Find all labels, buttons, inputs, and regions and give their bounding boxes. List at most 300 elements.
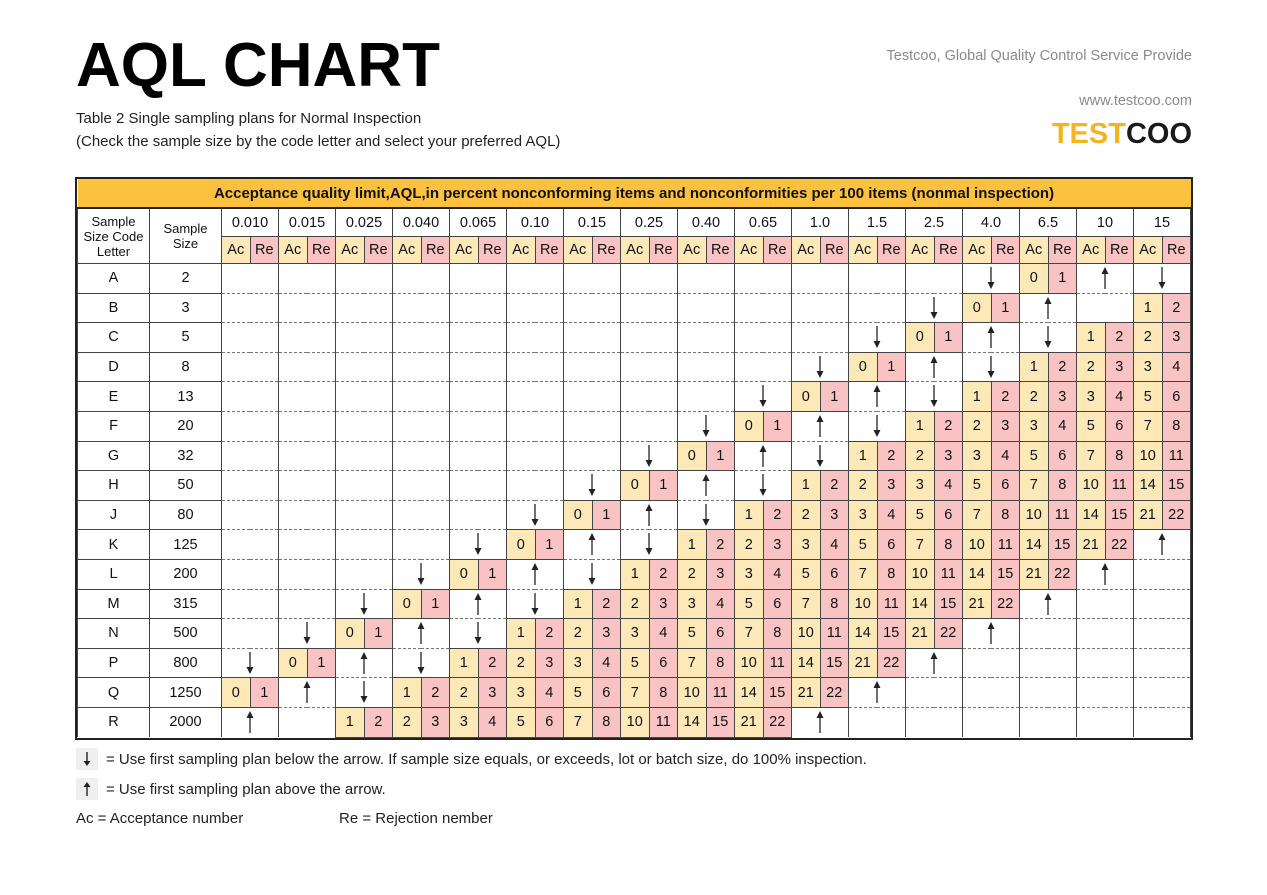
ac-column-header: Ac bbox=[1020, 237, 1049, 264]
ac-column-header: Ac bbox=[849, 237, 878, 264]
empty-cell bbox=[649, 264, 678, 294]
empty-cell bbox=[991, 707, 1020, 737]
empty-cell bbox=[393, 648, 422, 678]
empty-cell bbox=[222, 293, 251, 323]
sample-size-cell: 1250 bbox=[150, 678, 222, 708]
empty-cell bbox=[1020, 648, 1049, 678]
code-letter-cell: D bbox=[78, 352, 150, 382]
empty-cell bbox=[535, 352, 564, 382]
aql-level-header: 0.010 bbox=[222, 208, 279, 237]
re-value-cell: 1 bbox=[364, 619, 393, 649]
code-letter-cell: L bbox=[78, 559, 150, 589]
ac-value-cell: 0 bbox=[222, 678, 251, 708]
re-value-cell: 22 bbox=[820, 678, 849, 708]
empty-cell bbox=[1020, 323, 1049, 353]
arrow-up-icon bbox=[76, 778, 98, 800]
aql-level-header: 6.5 bbox=[1020, 208, 1077, 237]
re-value-cell: 1 bbox=[535, 530, 564, 560]
empty-cell bbox=[763, 323, 792, 353]
empty-cell bbox=[678, 352, 707, 382]
website-link[interactable]: www.testcoo.com bbox=[1079, 93, 1192, 109]
re-value-cell: 15 bbox=[877, 619, 906, 649]
ac-value-cell: 0 bbox=[849, 352, 878, 382]
empty-cell bbox=[279, 471, 308, 501]
empty-cell bbox=[336, 648, 365, 678]
empty-cell bbox=[1048, 589, 1077, 619]
empty-cell bbox=[1134, 707, 1163, 737]
empty-cell bbox=[706, 264, 735, 294]
empty-cell bbox=[222, 411, 251, 441]
ac-value-cell: 2 bbox=[849, 471, 878, 501]
empty-cell bbox=[421, 352, 450, 382]
ac-column-header: Ac bbox=[678, 237, 707, 264]
empty-cell bbox=[934, 382, 963, 412]
aql-level-header: 0.10 bbox=[507, 208, 564, 237]
table-row bbox=[78, 352, 1191, 382]
empty-cell bbox=[649, 411, 678, 441]
empty-cell bbox=[478, 382, 507, 412]
empty-cell bbox=[963, 619, 992, 649]
empty-cell bbox=[1162, 707, 1191, 737]
re-value-cell: 6 bbox=[706, 619, 735, 649]
empty-cell bbox=[1134, 648, 1163, 678]
re-value-cell: 4 bbox=[820, 530, 849, 560]
re-value-cell: 3 bbox=[820, 500, 849, 530]
empty-cell bbox=[250, 382, 279, 412]
empty-cell bbox=[336, 471, 365, 501]
ac-value-cell: 2 bbox=[963, 411, 992, 441]
re-value-cell: 11 bbox=[820, 619, 849, 649]
empty-cell bbox=[706, 471, 735, 501]
code-letter-cell: P bbox=[78, 648, 150, 678]
empty-cell bbox=[364, 441, 393, 471]
ac-value-cell: 2 bbox=[1020, 382, 1049, 412]
ac-value-cell: 5 bbox=[1134, 382, 1163, 412]
empty-cell bbox=[849, 382, 878, 412]
table-row bbox=[78, 559, 1191, 589]
re-value-cell: 8 bbox=[763, 619, 792, 649]
ac-column-header: Ac bbox=[906, 237, 935, 264]
ac-value-cell: 2 bbox=[507, 648, 536, 678]
empty-cell bbox=[336, 678, 365, 708]
ac-value-cell: 0 bbox=[336, 619, 365, 649]
re-value-cell: 8 bbox=[934, 530, 963, 560]
re-value-cell: 8 bbox=[991, 500, 1020, 530]
ac-value-cell: 1 bbox=[1134, 293, 1163, 323]
ac-value-cell: 14 bbox=[735, 678, 764, 708]
empty-cell bbox=[621, 411, 650, 441]
re-value-cell: 1 bbox=[478, 559, 507, 589]
empty-cell bbox=[934, 352, 963, 382]
ac-column-header: Ac bbox=[1077, 237, 1106, 264]
empty-cell bbox=[1134, 559, 1163, 589]
empty-cell bbox=[1048, 619, 1077, 649]
re-value-cell: 2 bbox=[535, 619, 564, 649]
re-value-cell: 2 bbox=[763, 500, 792, 530]
empty-cell bbox=[250, 589, 279, 619]
ac-column-header: Ac bbox=[393, 237, 422, 264]
ac-value-cell: 10 bbox=[1134, 441, 1163, 471]
empty-cell bbox=[393, 382, 422, 412]
ac-value-cell: 3 bbox=[507, 678, 536, 708]
sample-size-cell: 800 bbox=[150, 648, 222, 678]
empty-cell bbox=[621, 352, 650, 382]
empty-cell bbox=[678, 293, 707, 323]
empty-cell bbox=[478, 530, 507, 560]
re-value-cell: 2 bbox=[364, 707, 393, 737]
empty-cell bbox=[564, 323, 593, 353]
ac-value-cell: 3 bbox=[735, 559, 764, 589]
sample-size-header: Sample Size bbox=[150, 208, 222, 264]
empty-cell bbox=[849, 411, 878, 441]
re-value-cell: 6 bbox=[649, 648, 678, 678]
re-value-cell: 11 bbox=[706, 678, 735, 708]
aql-level-header: 2.5 bbox=[906, 208, 963, 237]
empty-cell bbox=[1162, 264, 1191, 294]
empty-cell bbox=[393, 293, 422, 323]
empty-cell bbox=[507, 500, 536, 530]
empty-cell bbox=[849, 323, 878, 353]
empty-cell bbox=[307, 559, 336, 589]
empty-cell bbox=[279, 707, 308, 737]
ac-column-header: Ac bbox=[450, 237, 479, 264]
page-title: AQL CHART bbox=[76, 31, 440, 100]
re-value-cell: 8 bbox=[1048, 471, 1077, 501]
ac-value-cell: 5 bbox=[963, 471, 992, 501]
re-value-cell: 15 bbox=[820, 648, 849, 678]
empty-cell bbox=[820, 441, 849, 471]
empty-cell bbox=[250, 619, 279, 649]
sample-size-cell: 200 bbox=[150, 559, 222, 589]
empty-cell bbox=[1020, 589, 1049, 619]
re-column-header: Re bbox=[1048, 237, 1077, 264]
aql-level-header: 1.0 bbox=[792, 208, 849, 237]
re-value-cell: 11 bbox=[877, 589, 906, 619]
sample-size-cell: 125 bbox=[150, 530, 222, 560]
empty-cell bbox=[421, 500, 450, 530]
empty-cell bbox=[1048, 678, 1077, 708]
code-letter-cell: F bbox=[78, 411, 150, 441]
empty-cell bbox=[991, 619, 1020, 649]
empty-cell bbox=[450, 382, 479, 412]
empty-cell bbox=[450, 500, 479, 530]
re-value-cell: 8 bbox=[592, 707, 621, 737]
empty-cell bbox=[678, 471, 707, 501]
empty-cell bbox=[621, 382, 650, 412]
ac-value-cell: 7 bbox=[963, 500, 992, 530]
re-value-cell: 3 bbox=[706, 559, 735, 589]
re-value-cell: 11 bbox=[763, 648, 792, 678]
empty-cell bbox=[1020, 293, 1049, 323]
re-value-cell: 11 bbox=[934, 559, 963, 589]
empty-cell bbox=[906, 264, 935, 294]
empty-cell bbox=[421, 648, 450, 678]
ac-value-cell: 3 bbox=[849, 500, 878, 530]
re-column-header: Re bbox=[820, 237, 849, 264]
empty-cell bbox=[250, 323, 279, 353]
ac-value-cell: 3 bbox=[963, 441, 992, 471]
aql-level-header: 10 bbox=[1077, 208, 1134, 237]
empty-cell bbox=[934, 648, 963, 678]
empty-cell bbox=[792, 293, 821, 323]
empty-cell bbox=[735, 471, 764, 501]
ac-value-cell: 7 bbox=[621, 678, 650, 708]
empty-cell bbox=[307, 293, 336, 323]
legend-up bbox=[76, 778, 386, 800]
empty-cell bbox=[336, 559, 365, 589]
ac-value-cell: 1 bbox=[336, 707, 365, 737]
re-value-cell: 8 bbox=[1162, 411, 1191, 441]
re-value-cell: 2 bbox=[991, 382, 1020, 412]
ac-column-header: Ac bbox=[507, 237, 536, 264]
empty-cell bbox=[1162, 678, 1191, 708]
re-value-cell: 11 bbox=[649, 707, 678, 737]
re-value-cell: 4 bbox=[991, 441, 1020, 471]
empty-cell bbox=[279, 530, 308, 560]
code-letter-cell: A bbox=[78, 264, 150, 294]
ac-value-cell: 5 bbox=[792, 559, 821, 589]
re-value-cell: 2 bbox=[421, 678, 450, 708]
empty-cell bbox=[678, 323, 707, 353]
empty-cell bbox=[1134, 530, 1163, 560]
ac-value-cell: 0 bbox=[963, 293, 992, 323]
empty-cell bbox=[649, 352, 678, 382]
empty-cell bbox=[763, 382, 792, 412]
re-value-cell: 6 bbox=[934, 500, 963, 530]
empty-cell bbox=[222, 619, 251, 649]
re-value-cell: 8 bbox=[649, 678, 678, 708]
empty-cell bbox=[535, 382, 564, 412]
empty-cell bbox=[507, 264, 536, 294]
empty-cell bbox=[963, 678, 992, 708]
re-column-header: Re bbox=[763, 237, 792, 264]
ac-value-cell: 5 bbox=[621, 648, 650, 678]
empty-cell bbox=[307, 441, 336, 471]
empty-cell bbox=[222, 352, 251, 382]
re-value-cell: 3 bbox=[991, 411, 1020, 441]
re-value-cell: 15 bbox=[1105, 500, 1134, 530]
re-value-cell: 3 bbox=[877, 471, 906, 501]
empty-cell bbox=[478, 619, 507, 649]
legend-ac-definition: Ac = Acceptance number bbox=[76, 810, 244, 827]
empty-cell bbox=[564, 559, 593, 589]
empty-cell bbox=[450, 441, 479, 471]
ac-column-header: Ac bbox=[735, 237, 764, 264]
re-value-cell: 15 bbox=[763, 678, 792, 708]
subtitle-instructions: (Check the sample size by the code letter and select your preferred AQL) bbox=[76, 133, 561, 150]
empty-cell bbox=[250, 441, 279, 471]
table-row bbox=[78, 530, 1191, 560]
empty-cell bbox=[478, 293, 507, 323]
empty-cell bbox=[621, 500, 650, 530]
re-value-cell: 6 bbox=[877, 530, 906, 560]
ac-value-cell: 2 bbox=[906, 441, 935, 471]
empty-cell bbox=[706, 382, 735, 412]
empty-cell bbox=[877, 382, 906, 412]
re-value-cell: 1 bbox=[706, 441, 735, 471]
re-value-cell: 1 bbox=[820, 382, 849, 412]
ac-value-cell: 5 bbox=[678, 619, 707, 649]
re-value-cell: 4 bbox=[706, 589, 735, 619]
empty-cell bbox=[1134, 619, 1163, 649]
empty-cell bbox=[1048, 293, 1077, 323]
re-column-header: Re bbox=[991, 237, 1020, 264]
empty-cell bbox=[279, 559, 308, 589]
empty-cell bbox=[307, 500, 336, 530]
empty-cell bbox=[307, 382, 336, 412]
re-value-cell: 22 bbox=[877, 648, 906, 678]
empty-cell bbox=[592, 530, 621, 560]
ac-value-cell: 21 bbox=[906, 619, 935, 649]
empty-cell bbox=[535, 500, 564, 530]
empty-cell bbox=[678, 264, 707, 294]
empty-cell bbox=[706, 500, 735, 530]
re-column-header: Re bbox=[592, 237, 621, 264]
ac-value-cell: 1 bbox=[564, 589, 593, 619]
empty-cell bbox=[393, 559, 422, 589]
re-value-cell: 4 bbox=[478, 707, 507, 737]
empty-cell bbox=[906, 648, 935, 678]
table-row bbox=[78, 411, 1191, 441]
ac-column-header: Ac bbox=[963, 237, 992, 264]
ac-value-cell: 0 bbox=[507, 530, 536, 560]
empty-cell bbox=[1020, 678, 1049, 708]
ac-value-cell: 2 bbox=[678, 559, 707, 589]
ac-value-cell: 3 bbox=[450, 707, 479, 737]
empty-cell bbox=[1105, 559, 1134, 589]
empty-cell bbox=[820, 293, 849, 323]
empty-cell bbox=[649, 323, 678, 353]
empty-cell bbox=[649, 500, 678, 530]
empty-cell bbox=[421, 559, 450, 589]
ac-value-cell: 7 bbox=[849, 559, 878, 589]
empty-cell bbox=[991, 323, 1020, 353]
legend-down-text: = Use first sampling plan below the arrow. If sample size equals, or exceeds, lot or batch size, do 100% inspection. bbox=[106, 750, 867, 768]
re-value-cell: 1 bbox=[250, 678, 279, 708]
re-value-cell: 2 bbox=[478, 648, 507, 678]
aql-level-header: 4.0 bbox=[963, 208, 1020, 237]
empty-cell bbox=[1077, 559, 1106, 589]
empty-cell bbox=[706, 352, 735, 382]
table-row bbox=[78, 441, 1191, 471]
re-value-cell: 3 bbox=[1162, 323, 1191, 353]
empty-cell bbox=[364, 411, 393, 441]
ac-value-cell: 3 bbox=[792, 530, 821, 560]
empty-cell bbox=[307, 707, 336, 737]
empty-cell bbox=[592, 323, 621, 353]
ac-value-cell: 10 bbox=[1020, 500, 1049, 530]
empty-cell bbox=[1020, 707, 1049, 737]
empty-cell bbox=[421, 293, 450, 323]
empty-cell bbox=[735, 264, 764, 294]
empty-cell bbox=[421, 264, 450, 294]
re-value-cell: 22 bbox=[1162, 500, 1191, 530]
empty-cell bbox=[450, 293, 479, 323]
empty-cell bbox=[1134, 678, 1163, 708]
re-value-cell: 4 bbox=[934, 471, 963, 501]
empty-cell bbox=[250, 471, 279, 501]
table-row bbox=[78, 382, 1191, 412]
ac-value-cell: 14 bbox=[849, 619, 878, 649]
re-value-cell: 15 bbox=[706, 707, 735, 737]
re-value-cell: 1 bbox=[1048, 264, 1077, 294]
ac-value-cell: 10 bbox=[678, 678, 707, 708]
empty-cell bbox=[393, 441, 422, 471]
empty-cell bbox=[279, 678, 308, 708]
empty-cell bbox=[364, 530, 393, 560]
empty-cell bbox=[1077, 619, 1106, 649]
ac-value-cell: 21 bbox=[849, 648, 878, 678]
re-value-cell: 4 bbox=[592, 648, 621, 678]
empty-cell bbox=[535, 559, 564, 589]
empty-cell bbox=[877, 678, 906, 708]
empty-cell bbox=[621, 441, 650, 471]
sample-size-cell: 8 bbox=[150, 352, 222, 382]
empty-cell bbox=[763, 352, 792, 382]
empty-cell bbox=[991, 264, 1020, 294]
empty-cell bbox=[649, 530, 678, 560]
empty-cell bbox=[507, 589, 536, 619]
ac-value-cell: 1 bbox=[849, 441, 878, 471]
ac-value-cell: 21 bbox=[963, 589, 992, 619]
empty-cell bbox=[507, 471, 536, 501]
table-row bbox=[78, 589, 1191, 619]
empty-cell bbox=[307, 619, 336, 649]
ac-value-cell: 5 bbox=[735, 589, 764, 619]
empty-cell bbox=[478, 323, 507, 353]
ac-value-cell: 7 bbox=[906, 530, 935, 560]
table-row bbox=[78, 264, 1191, 294]
empty-cell bbox=[564, 471, 593, 501]
empty-cell bbox=[478, 352, 507, 382]
empty-cell bbox=[364, 500, 393, 530]
ac-value-cell: 5 bbox=[1020, 441, 1049, 471]
ac-value-cell: 3 bbox=[564, 648, 593, 678]
empty-cell bbox=[820, 352, 849, 382]
empty-cell bbox=[991, 352, 1020, 382]
empty-cell bbox=[592, 382, 621, 412]
empty-cell bbox=[592, 441, 621, 471]
empty-cell bbox=[478, 500, 507, 530]
table-row bbox=[78, 678, 1191, 708]
re-value-cell: 15 bbox=[1162, 471, 1191, 501]
code-letter-cell: E bbox=[78, 382, 150, 412]
re-value-cell: 6 bbox=[820, 559, 849, 589]
ac-value-cell: 5 bbox=[1077, 411, 1106, 441]
empty-cell bbox=[450, 264, 479, 294]
empty-cell bbox=[364, 293, 393, 323]
re-value-cell: 1 bbox=[421, 589, 450, 619]
empty-cell bbox=[364, 323, 393, 353]
ac-value-cell: 3 bbox=[621, 619, 650, 649]
ac-column-header: Ac bbox=[1134, 237, 1163, 264]
empty-cell bbox=[1105, 648, 1134, 678]
empty-cell bbox=[849, 293, 878, 323]
code-letter-cell: Q bbox=[78, 678, 150, 708]
empty-cell bbox=[592, 352, 621, 382]
re-value-cell: 11 bbox=[1105, 471, 1134, 501]
empty-cell bbox=[250, 264, 279, 294]
sample-size-cell: 80 bbox=[150, 500, 222, 530]
ac-value-cell: 0 bbox=[564, 500, 593, 530]
re-value-cell: 3 bbox=[592, 619, 621, 649]
subtitle-table-name: Table 2 Single sampling plans for Normal Inspection bbox=[76, 110, 422, 127]
empty-cell bbox=[649, 382, 678, 412]
empty-cell bbox=[564, 352, 593, 382]
ac-value-cell: 7 bbox=[1134, 411, 1163, 441]
empty-cell bbox=[934, 678, 963, 708]
empty-cell bbox=[678, 411, 707, 441]
